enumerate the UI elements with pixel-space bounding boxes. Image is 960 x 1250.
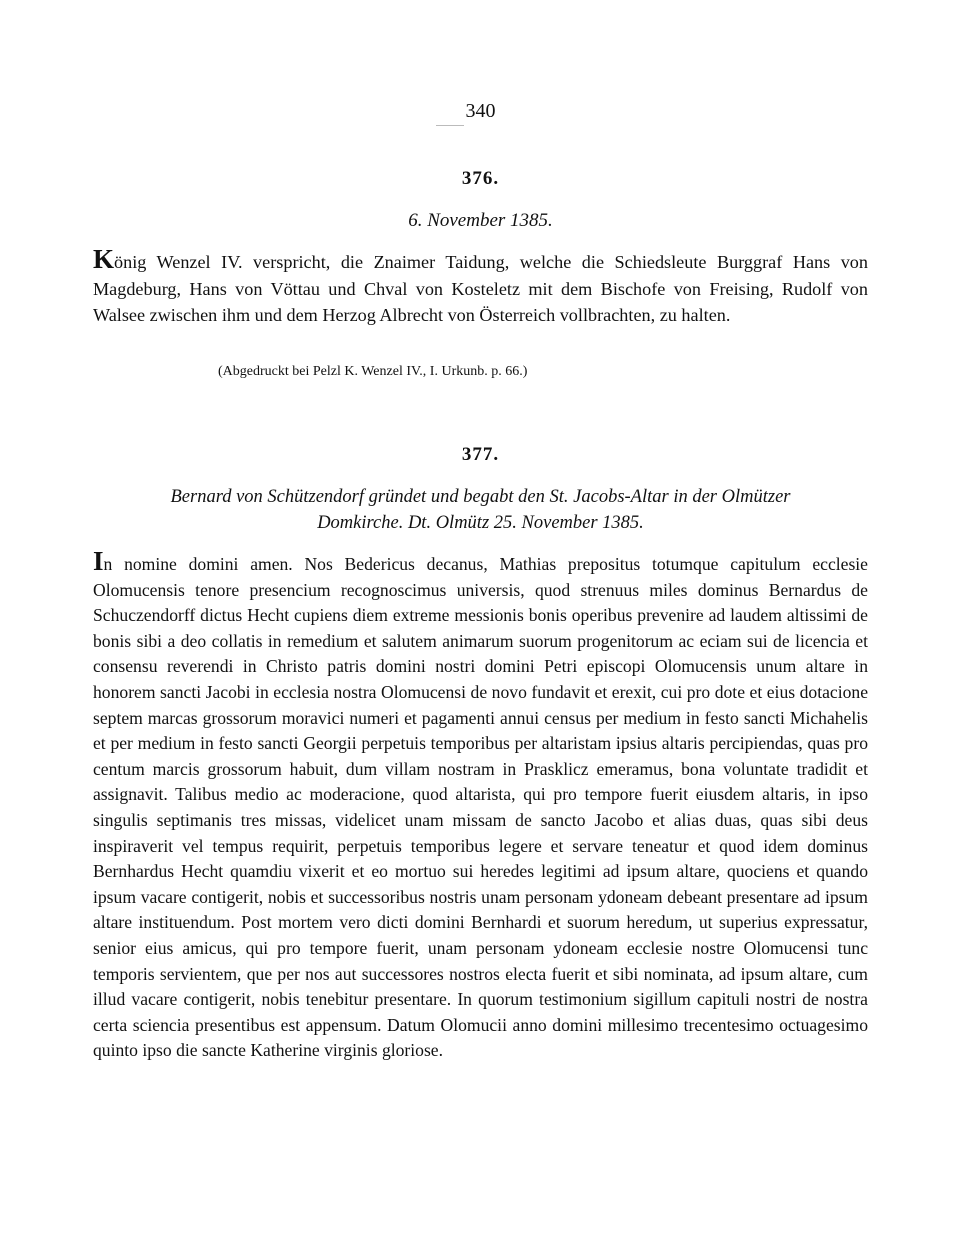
entry-377-heading bbox=[93, 484, 868, 536]
entry-376-regest-text: önig Wenzel IV. verspricht, die Znaimer Taidung, welche die Schiedsleute Burggraf Hans von Magdeburg, Hans von Vöttau und Chval von Kosteletz mit dem Bischofe von Freising, Rudolf von Walsee zwischen ihm und dem Herzog Albrecht von Österreich vollbrachten, zu halten. bbox=[93, 252, 868, 325]
entry-377-heading-line-2: Domkirche. Dt. Olmütz 25. November 1385. bbox=[317, 513, 644, 533]
entry-377-text-body: n nomine domini amen. Nos Bedericus decanus, Mathias prepositus totumque capitulum ecclesie Olomucensis tenore presencium recognoscimus universis, quod strenuus miles dominus Bernardus de Schuczendorff dictus Hecht cupiens diem extreme messionis bonis operibus prevenire ad laudem altissimi de bonis sibi a deo collatis in remedium et salutem animarum suorum progenitorum ac eciam sui de licencia et consensu reverendi in Christo patris domini nostri domini Petri episcopi Olomucensis unum altare in honorem sancti Jacobi in ecclesia nostra Olomucensi de novo fundavit et erexit, cui pro dote et eius dotacione septem marcas grossorum moravici numeri et pagamenti annui census per medium in festo sancti Michahelis et per medium in festo sancti Georgii perpetuis temporibus per altaristam ipsius altaris percipiendas, quas pro centum marcis grossorum habuit, dum villam nostram in Prasklicz emeramus, bona voluntate tradidit et assignavit. Talibus medio ac moderacione, quod altarista, qui pro tempore fuerit eiusdem altaris, in ipso singulis septimanis tres missas, videlicet unam missam de sancto Jacobo et alias duas, quas sibi deus inspiraverit vel tempus requirit, perpetuis temporibus legere et servare teneatur et quod idem dominus Bernhardus Hecht quamdiu vixerit et eo mortuo sui heredes legitimi ad ipsum altare, quociens et quando ipsum vacare contigerit, nobis et successoribus nostris unam personam ydoneam debeant presentare ad ipsum altare instituendum. Post mortem vero dicti domini Bernhardi et suorum heredum, ut superius expressatur, senior eius amicus, qui pro tempore fuerit, unam personam ydoneam ecclesie nostre Olomucensi tunc temporis servientem, que per nos aut successores nostros electa fuerit et sibi nominata, ad ipsum altare, cum illud vacare contigerit, nobis tenebitur presentare. In quorum testimonium sigillum capituli nostri de nostra certa sciencia presentibus est appensum. Datum Olomucii anno domini millesimo trecentesimo octuagesimo quinto ipso die sancte Katherine virginis gloriose. bbox=[93, 554, 868, 1061]
entry-376-number: 376. bbox=[461, 168, 500, 189]
entry-377-text bbox=[93, 548, 868, 1064]
entry-377-initial: I bbox=[93, 546, 104, 576]
entry-377-heading-line-1: Bernard von Schützendorf gründet und begabt den St. Jacobs-Altar in der Olmützer bbox=[170, 487, 791, 507]
entry-376-regest bbox=[93, 246, 868, 329]
entry-376-initial: K bbox=[93, 244, 115, 274]
page-number-rule bbox=[436, 125, 464, 126]
page-number: 340 bbox=[465, 100, 496, 122]
entry-376-source: (Abgedruckt bei Pelzl K. Wenzel IV., I. Urkunb. p. 66.) bbox=[218, 364, 528, 379]
entry-376-date: 6. November 1385. bbox=[408, 210, 553, 231]
entry-377-number: 377. bbox=[461, 444, 500, 465]
